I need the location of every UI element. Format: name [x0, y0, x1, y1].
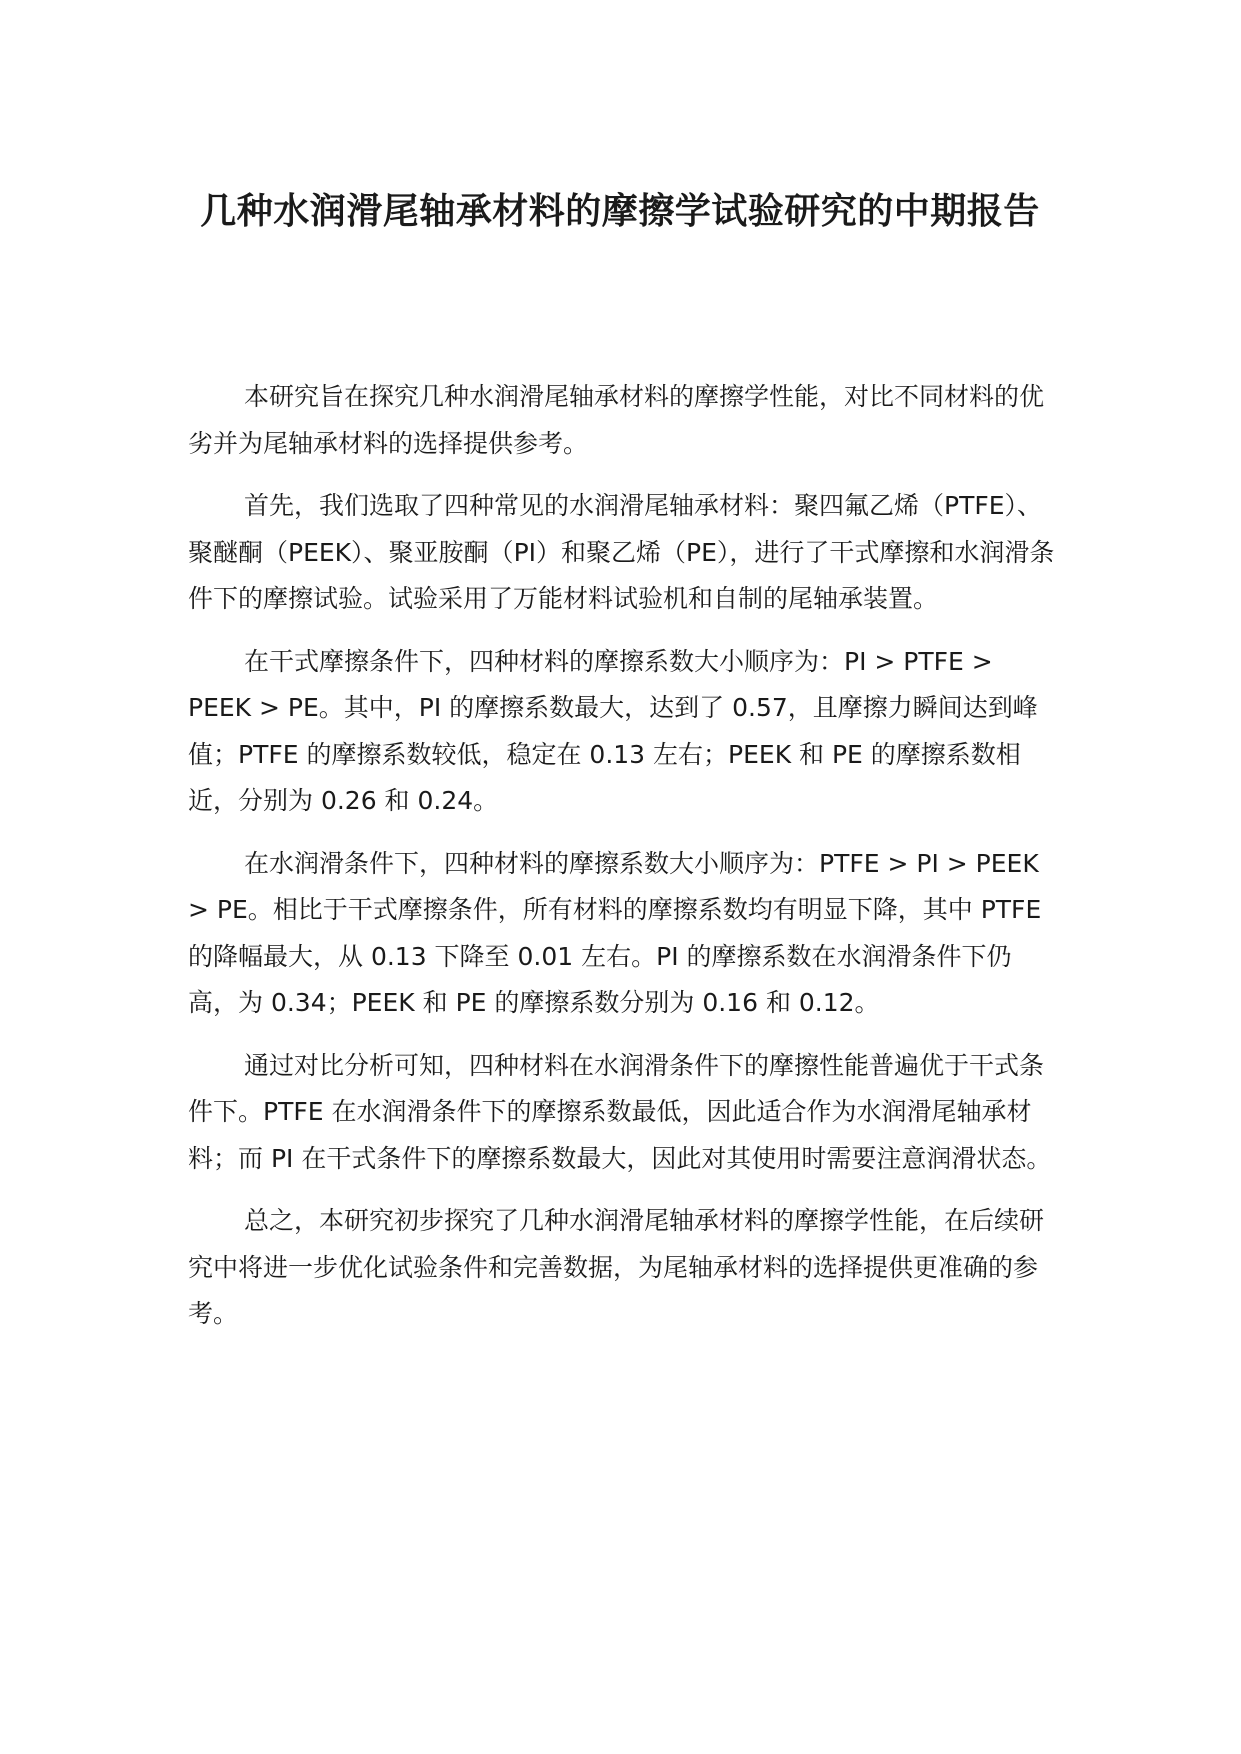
paragraph-water-lubrication: 在水润滑条件下，四种材料的摩擦系数大小顺序为：PTFE > PI > PEEK > PE。相比于干式摩擦条件，所有材料的摩擦系数均有明显下降，其中 PTFE 的降幅最大，从 0.13 下降至 0.01 左右。PI 的摩擦系数在水润滑条件下仍高，为 0.34；PEEK 和 PE 的摩擦系数分别为 0.16 和 0.12。 [188, 848, 1042, 1017]
paragraph-materials: 首先，我们选取了四种常见的水润滑尾轴承材料：聚四氟乙烯（PTFE）、聚醚酮（PEEK）、聚亚胺酮（PI）和聚乙烯（PE），进行了干式摩擦和水润滑条件下的摩擦试验。试验采用了万能材料试验机和自制的尾轴承装置。 [188, 491, 1055, 613]
paragraph-analysis: 通过对比分析可知，四种材料在水润滑条件下的摩擦性能普遍优于干式条件下。PTFE 在水润滑条件下的摩擦系数最低，因此适合作为水润滑尾轴承材料；而 PI 在干式条件下的摩擦系数最大，因此对其使用时需要注意润滑状态。 [188, 1050, 1052, 1173]
paragraph-conclusion: 总之，本研究初步探究了几种水润滑尾轴承材料的摩擦学性能，在后续研究中将进一步优化试验条件和完善数据，为尾轴承材料的选择提供更准确的参考。 [188, 1206, 1045, 1328]
paragraph-intro: 本研究旨在探究几种水润滑尾轴承材料的摩擦学性能，对比不同材料的优劣并为尾轴承材料的选择提供参考。 [188, 382, 1045, 458]
paragraph-dry-friction: 在干式摩擦条件下，四种材料的摩擦系数大小顺序为：PI > PTFE > PEEK > PE。其中，PI 的摩擦系数最大，达到了 0.57，且摩擦力瞬间达到峰值；PTFE 的摩擦系数较低，稳定在 0.13 左右；PEEK 和 PE 的摩擦系数相近，分别为 0.26 和 0.24。 [188, 646, 1038, 815]
document-title: 几种水润滑尾轴承材料的摩擦学试验研究的中期报告 [200, 191, 1040, 232]
document-body [188, 374, 1056, 1354]
